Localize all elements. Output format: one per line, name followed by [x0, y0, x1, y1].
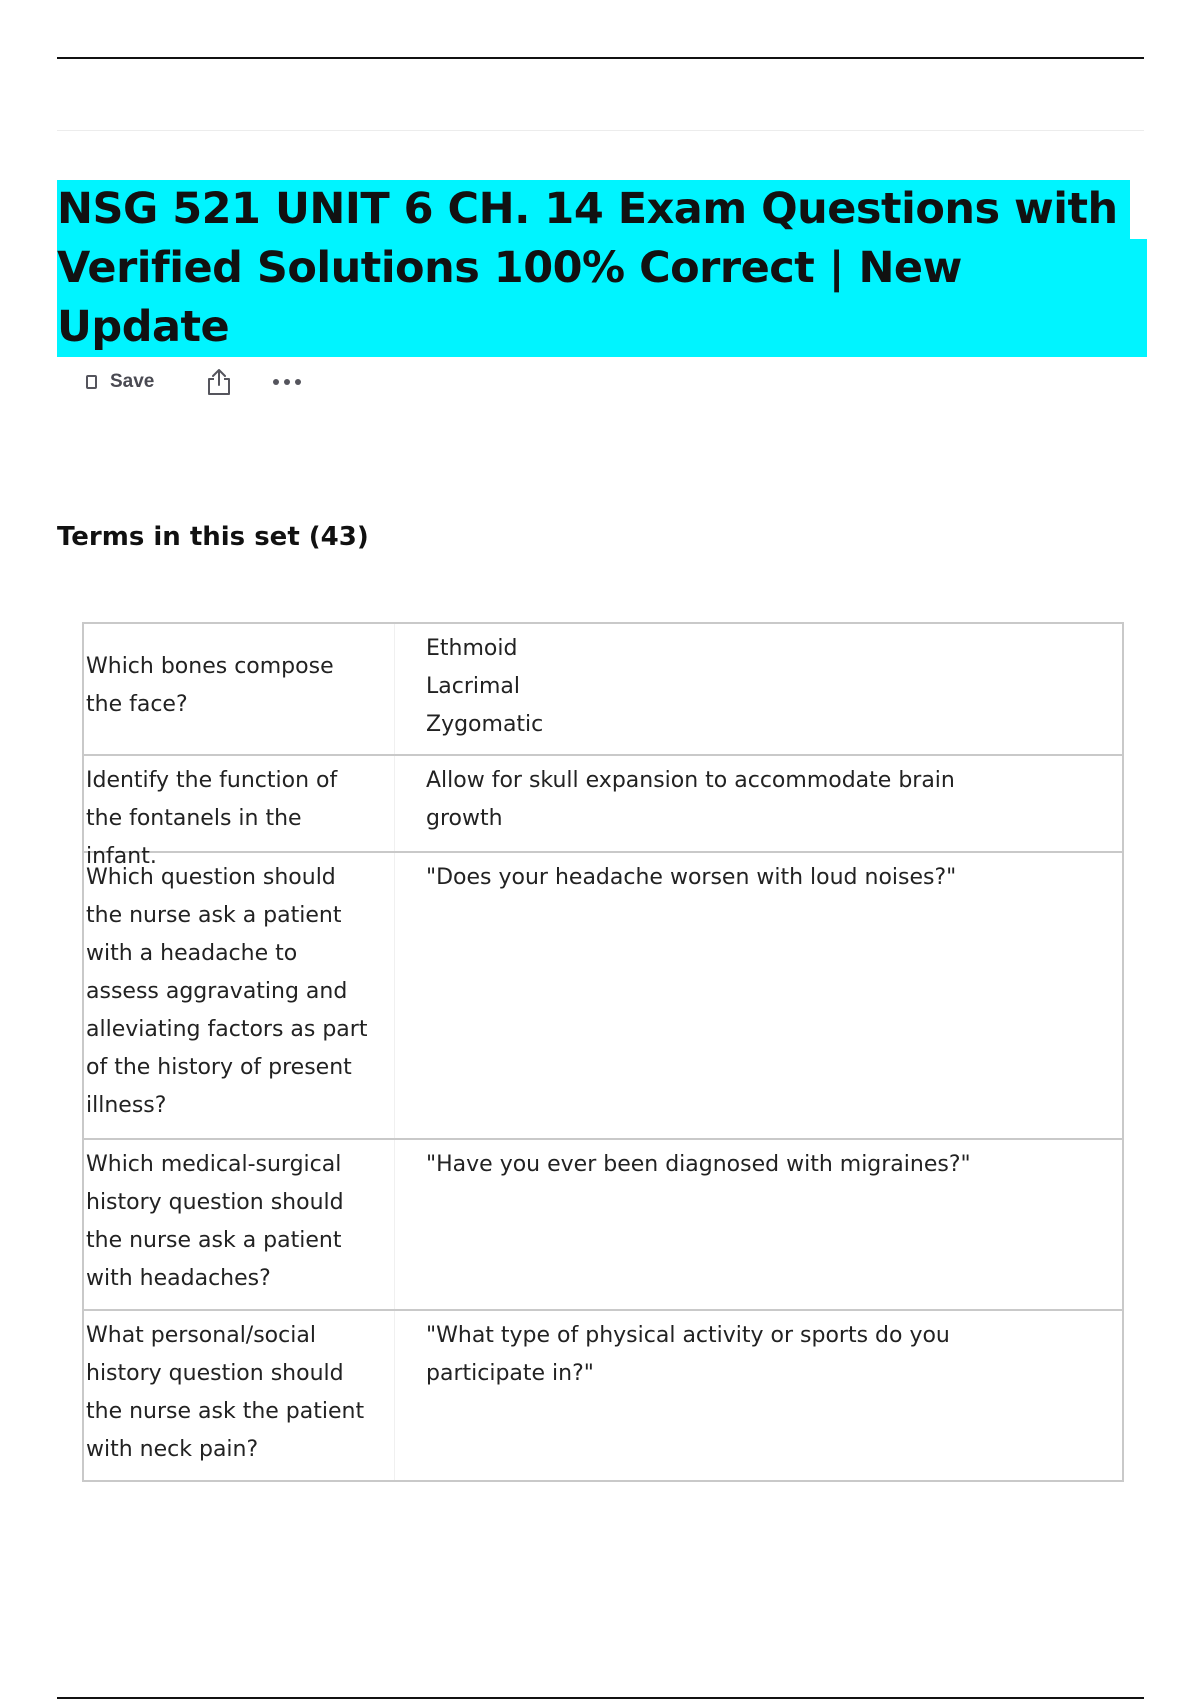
term-text: Which medical-surgical history question should the nurse ask a patient with headaches? — [84, 1140, 395, 1309]
top-rule — [57, 57, 1144, 59]
definition-text — [395, 756, 1122, 851]
action-bar — [86, 366, 302, 398]
bottom-rule — [57, 1697, 1144, 1699]
page-title — [57, 180, 1147, 357]
definition-text — [395, 1311, 1122, 1480]
table-row — [84, 624, 1122, 756]
table-row — [84, 1311, 1122, 1480]
term-text: Identify the function of the fontanels in the infant. — [84, 756, 395, 851]
definition-line: Zygomatic — [426, 712, 544, 737]
definition-line: Allow for skull expansion to accommodate brain growth — [426, 768, 955, 831]
title-line-1: NSG 521 UNIT 6 CH. 14 Exam Questions with — [57, 180, 1130, 239]
table-row — [84, 756, 1122, 869]
table-row — [84, 853, 1122, 1140]
definition-line: "Does your headache worsen with loud noises?" — [426, 865, 957, 890]
terms-heading: Terms in this set (43) — [57, 522, 369, 552]
definition-line: "Have you ever been diagnosed with migraines?" — [426, 1152, 971, 1177]
share-button[interactable] — [206, 368, 232, 396]
more-horizontal-icon — [272, 378, 302, 386]
bookmark-icon — [86, 375, 97, 389]
terms-table — [82, 622, 1124, 1482]
header-divider — [57, 130, 1144, 131]
more-options-button[interactable] — [272, 378, 302, 386]
definition-text — [395, 853, 1122, 1138]
save-label: Save — [110, 371, 155, 392]
definition-line: Ethmoid — [426, 636, 518, 661]
term-text: Which question should the nurse ask a patient with a headache to assess aggravating and alleviating factors as part of the history of present illness? — [84, 853, 395, 1138]
title-line-2: Verified Solutions 100% Correct | New Update — [57, 239, 1147, 357]
definition-text — [395, 1140, 1122, 1309]
term-text: What personal/social history question should the nurse ask the patient with neck pain? — [84, 1311, 395, 1480]
definition-line: "What type of physical activity or sports do you participate in?" — [426, 1323, 950, 1386]
term-text: Which bones compose the face? — [84, 624, 395, 754]
share-icon — [206, 368, 232, 396]
save-button[interactable] — [86, 371, 154, 393]
definition-text — [395, 624, 1122, 754]
definition-line: Lacrimal — [426, 674, 521, 699]
table-row — [84, 1140, 1122, 1311]
